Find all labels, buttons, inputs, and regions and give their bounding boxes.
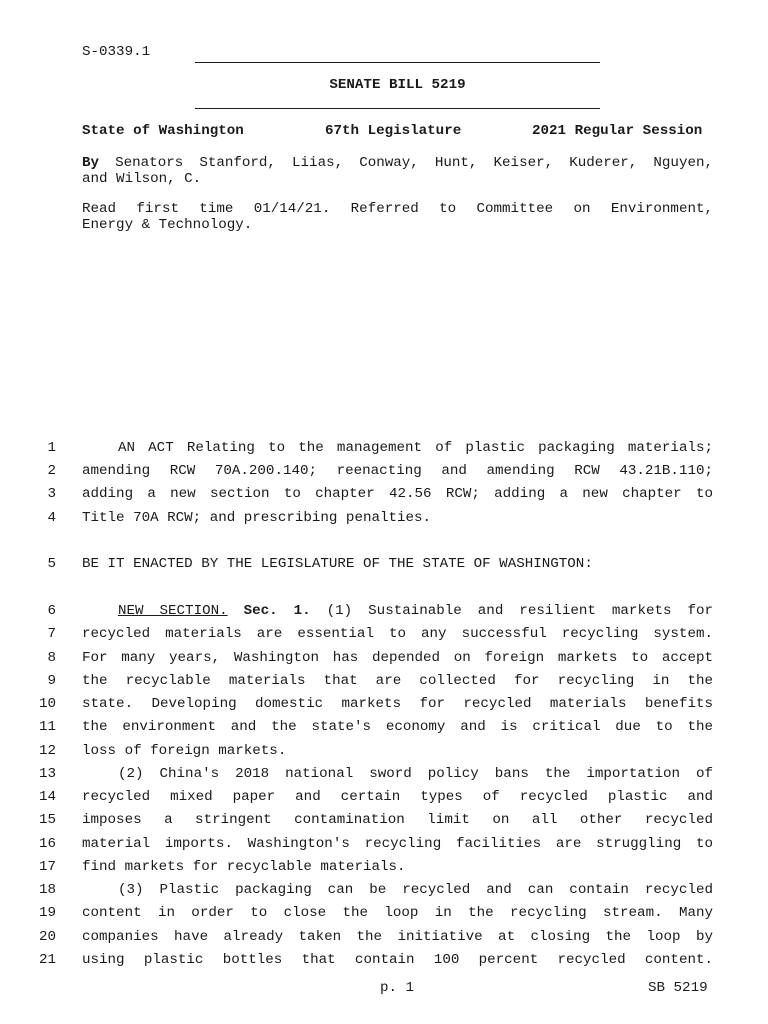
sponsors-names: Senators Stanford, Liias, Conway, Hunt, Keiser, Kuderer, Nguyen, [115,155,714,171]
line-number: 3 [47,486,56,502]
section-line: recycled mixed paper and certain types of recycled plastic and [82,789,713,805]
line-number: 2 [47,463,56,479]
act-line: amending RCW 70A.200.140; reenacting and amending RCW 43.21B.110; [82,463,713,479]
section-line: recycled materials are essential to any successful recycling system. [82,626,713,642]
enacting-clause: BE IT ENACTED BY THE LEGISLATURE OF THE STATE OF WASHINGTON: [82,556,593,572]
line-number: 11 [38,719,56,735]
new-section-label: NEW SECTION. [118,603,228,619]
state-name: State of Washington [82,123,244,139]
section-line: material imports. Washington's recycling facilities are struggling to [82,836,713,852]
section-text: (1) Sustainable and resilient markets for [326,603,714,619]
section-line: state. Developing domestic markets for recycled materials benefits [82,696,713,712]
sponsors-line-1 [82,155,713,171]
act-line: AN ACT Relating to the management of plastic packaging materials; [118,440,713,456]
line-number: 1 [47,440,56,456]
legislature: 67th Legislature [325,123,462,139]
line-number: 9 [47,673,56,689]
sponsors-line-2: and Wilson, C. [82,171,202,187]
line-number: 7 [47,626,56,642]
section-line: using plastic bottles that contain 100 percent recycled content. [82,952,713,968]
bill-title: SENATE BILL 5219 [329,77,466,93]
section-line: (3) Plastic packaging can be recycled and can contain recycled [118,882,713,898]
line-number: 17 [38,859,56,875]
line-number: 21 [38,952,56,968]
section-line: imposes a stringent contamination limit on all other recycled [82,812,713,828]
section-line: (2) China's 2018 national sword policy bans the importation of [118,766,713,782]
header-rule-top [195,62,600,63]
section-line: content in order to close the loop in the recycling stream. Many [82,905,713,921]
line-number: 16 [38,836,56,852]
act-line: adding a new section to chapter 42.56 RCW; adding a new chapter to [82,486,713,502]
section-line: the recyclable materials that are collected for recycling in the [82,673,713,689]
reading-line-1: Read first time 01/14/21. Referred to Committee on Environment, [82,201,713,217]
bill-code: S-0339.1 [82,44,151,60]
line-number: 14 [38,789,56,805]
section-number: Sec. 1. [243,603,311,619]
line-number: 19 [38,905,56,921]
session: 2021 Regular Session [532,123,703,139]
section-1-heading-line [82,603,713,619]
section-line: companies have already taken the initiative at closing the loop by [82,929,713,945]
line-number: 12 [38,743,56,759]
line-number: 18 [38,882,56,898]
line-number: 5 [47,556,56,572]
footer-bill-id: SB 5219 [648,980,708,996]
sponsors-by-label: By [82,155,100,171]
section-line: find markets for recyclable materials. [82,859,406,875]
section-line: For many years, Washington has depended on foreign markets to accept [82,650,713,666]
section-line: loss of foreign markets. [82,743,287,759]
line-number: 13 [38,766,56,782]
line-number: 10 [38,696,56,712]
line-number: 6 [47,603,56,619]
act-line: Title 70A RCW; and prescribing penalties. [82,510,432,526]
line-number: 8 [47,650,56,666]
header-rule-bottom [195,108,600,109]
page-number: p. 1 [380,980,415,996]
reading-line-2: Energy & Technology. [82,217,253,233]
line-number: 4 [47,510,56,526]
section-line: the environment and the state's economy and is critical due to the [82,719,713,735]
line-number: 15 [38,812,56,828]
line-number: 20 [38,929,56,945]
